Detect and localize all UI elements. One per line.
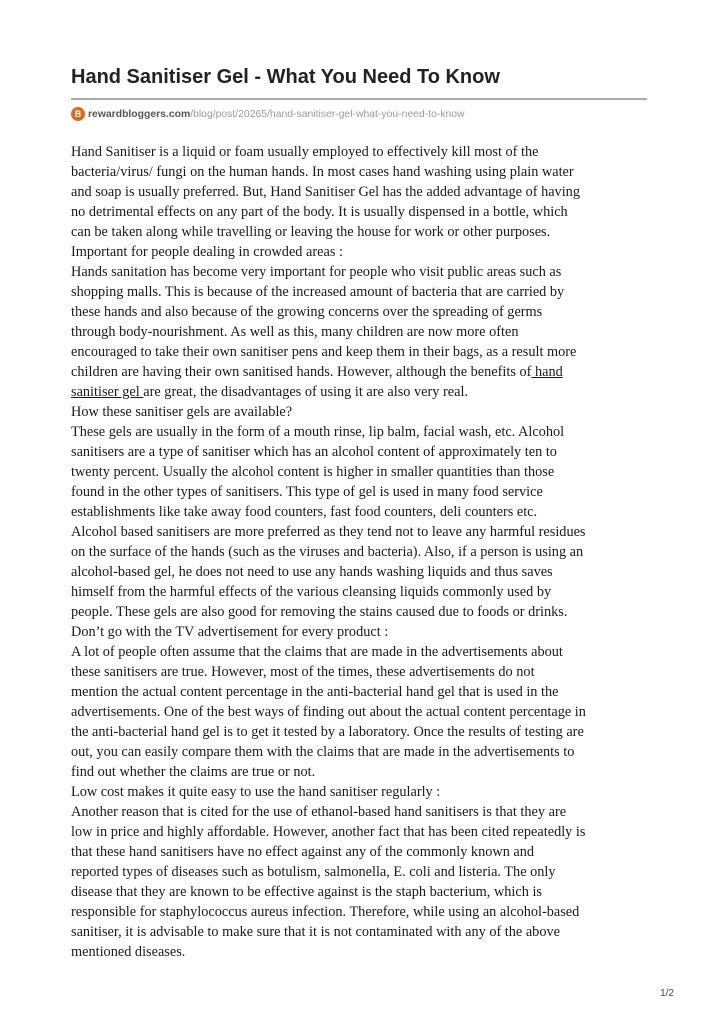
section-heading: How these sanitiser gels are available? [71,404,293,420]
body-line: mentioned diseases. [71,944,186,960]
body-line [71,382,651,402]
body-line: and soap is usually preferred. But, Hand Sanitiser Gel has the added advantage of having [71,184,580,200]
body-line: mention the actual content percentage in the anti-bacterial hand gel that is used in the [71,684,559,700]
body-line: no detrimental effects on any part of the body. It is usually dispensed in a bottle, which [71,204,568,220]
body-line: A lot of people often assume that the claims that are made in the advertisements about [71,644,563,660]
body-line: sanitisers are a type of sanitiser which has an alcohol content of approximately ten to [71,444,557,460]
body-line: out, you can easily compare them with the claims that are made in the advertisements to [71,744,575,760]
body-line: find out whether the claims are true or not. [71,764,316,780]
source-path: /blog/post/20265/hand-sanitiser-gel-what-you-need-to-know [190,108,465,120]
body-line: twenty percent. Usually the alcohol content is higher in smaller quantities than those [71,464,555,480]
page-title: Hand Sanitiser Gel - What You Need To Know [71,66,500,88]
body-line: these sanitisers are true. However, most of the times, these advertisements do not [71,664,535,680]
body-line: can be taken along while travelling or leaving the house for work or other purposes. [71,224,551,240]
body-line: shopping malls. This is because of the increased amount of bacteria that are carried by [71,284,565,300]
body-line: Another reason that is cited for the use of ethanol-based hand sanitisers is that they are [71,804,567,820]
body-line: Hands sanitation has become very important for people who visit public areas such as [71,264,562,280]
body-line: Alcohol based sanitisers are more preferred as they tend not to leave any harmful residues [71,524,586,540]
body-line: that these hand sanitisers have no effect against any of the commonly known and [71,844,535,860]
body-line: reported types of diseases such as botulism, salmonella, E. coli and listeria. The only [71,864,556,880]
title-divider [71,98,647,100]
body-line: himself from the harmful effects of the various cleansing liquids commonly used by [71,584,552,600]
body-line: these hands and also because of the growing concerns over the spreading of germs [71,304,543,320]
body-line-text: are great, the disadvantages of using it are also very real. [143,384,468,400]
body-line: on the surface of the hands (such as the viruses and bacteria). Also, if a person is using an [71,544,584,560]
body-line: Hand Sanitiser is a liquid or foam usually employed to effectively kill most of the [71,144,539,160]
body-line: establishments like take away food counters, fast food counters, deli counters etc. [71,504,538,520]
source-url[interactable] [71,106,465,122]
body-line: alcohol-based gel, he does not need to use any hands washing liquids and thus saves [71,564,553,580]
body-line: through body-nourishment. As well as this, many children are now more often [71,324,519,340]
body-line: the anti-bacterial hand gel is to get it tested by a laboratory. Once the results of testing are [71,724,584,740]
body-line: disease that they are known to be effective against is the staph bacterium, which is [71,884,542,900]
body-line: low in price and highly affordable. However, another fact that has been cited repeatedly is [71,824,586,840]
page-number: 1/2 [660,988,674,999]
section-heading: Don’t go with the TV advertisement for every product : [71,624,389,640]
body-line: people. These gels are also good for removing the stains caused due to foods or drinks. [71,604,568,620]
article-body [71,142,651,962]
body-line: These gels are usually in the form of a mouth rinse, lip balm, facial wash, etc. Alcohol [71,424,565,440]
body-line: found in the other types of sanitisers. This type of gel is used in many food service [71,484,543,500]
hand-sanitiser-gel-link-part1[interactable]: hand [531,364,563,380]
body-line: bacteria/virus/ fungi on the human hands. In most cases hand washing using plain water [71,164,574,180]
body-line: responsible for staphylococcus aureus infection. Therefore, while using an alcohol-based [71,904,580,920]
body-line-text: children are having their own sanitised hands. However, although the benefits of [71,364,532,380]
source-domain: rewardbloggers.com [88,108,191,120]
rewardbloggers-logo-icon: B [71,107,85,121]
hand-sanitiser-gel-link-part2[interactable]: sanitiser gel [71,384,144,400]
body-line: sanitiser, it is advisable to make sure that it is not contaminated with any of the above [71,924,560,940]
section-heading: Important for people dealing in crowded areas : [71,244,343,260]
body-line [71,362,651,382]
body-line: encouraged to take their own sanitiser pens and keep them in their bags, as a result more [71,344,577,360]
section-heading: Low cost makes it quite easy to use the hand sanitiser regularly : [71,784,441,800]
body-line: advertisements. One of the best ways of finding out about the actual content percentage in [71,704,586,720]
